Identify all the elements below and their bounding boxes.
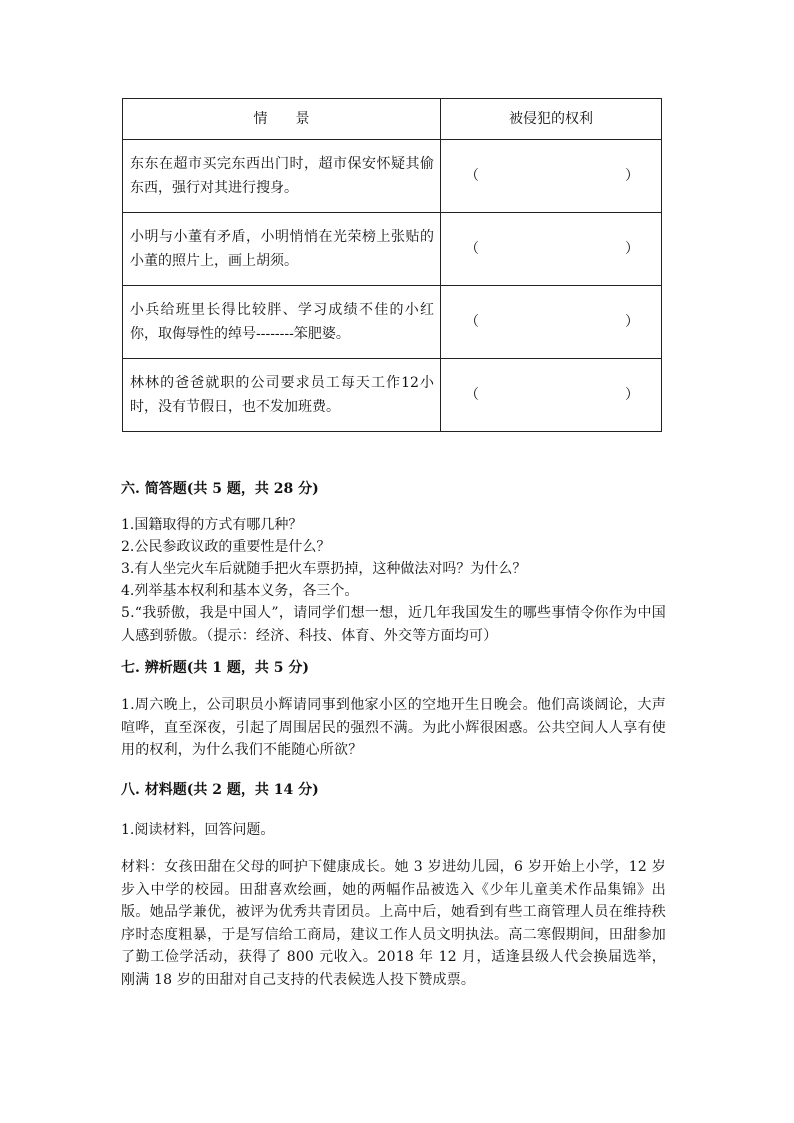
header-situation: 情 景: [123, 99, 441, 140]
section-heading: 七. 辨析题(共 1 题，共 5 分): [121, 660, 309, 676]
paren-open: （: [465, 387, 479, 403]
table-header-row: [123, 99, 662, 140]
analysis-questions: [121, 694, 666, 762]
table-row: [123, 140, 662, 213]
section-heading: 八. 材料题(共 2 题，共 14 分): [121, 782, 319, 798]
answer-blank: [441, 140, 662, 213]
question-item: 4.列举基本权利和基本义务，各三个。: [121, 583, 359, 599]
question-item: 1.周六晚上，公司职员小辉请同事到他家小区的空地开生日晚会。他们高谈阔论，大声喧哗，直至深夜，引起了周围居民的强烈不满。为此小辉很困惑。公共空间人人享有使用的权利，为什么我们不能随心所欲？: [121, 697, 666, 758]
section-material: [121, 779, 666, 801]
paren-open: （: [465, 241, 479, 257]
situation-cell: 林林的爸爸就职的公司要求员工每天工作12小时，没有节假日，也不发加班费。: [123, 359, 441, 432]
situation-cell: 小兵给班里长得比较胖、学习成绩不佳的小红你，取侮辱性的绰号--------笨肥婆。: [123, 286, 441, 359]
question-item: 1.阅读材料，回答问题。: [121, 822, 275, 838]
table-row: [123, 359, 662, 432]
table-row: [123, 286, 662, 359]
rights-scenario-table: [122, 98, 662, 432]
material-passage: [121, 856, 666, 991]
question-item: 1.国籍取得的方式有哪几种？: [121, 517, 303, 533]
section-heading: 六. 简答题(共 5 题，共 28 分): [121, 481, 319, 497]
paren-close: ）: [625, 387, 639, 403]
answer-blank: [441, 286, 662, 359]
question-item: 3.有人坐完火车后就随手把火车票扔掉，这种做法对吗？为什么？: [121, 561, 527, 577]
paren-close: ）: [625, 241, 639, 257]
paren-close: ）: [625, 168, 639, 184]
question-item: 5.“我骄傲，我是中国人”，请同学们想一想，近几年我国发生的哪些事情令你作为中国人感到骄傲。（提示：经济、科技、体育、外交等方面均可）: [121, 605, 666, 644]
paren-open: （: [465, 314, 479, 330]
header-violated-rights: 被侵犯的权利: [441, 99, 662, 140]
table-row: [123, 213, 662, 286]
section-short-answer: [121, 478, 666, 500]
paren-open: （: [465, 168, 479, 184]
material-text: 材料：女孩田甜在父母的呵护下健康成长。她 3 岁进幼儿园，6 岁开始上小学，12 岁步入中学的校园。田甜喜欢绘画，她的两幅作品被选入《少年儿童美术作品集锦》出版。她品学兼优，被评为优秀共青团员。上高中后，她看到有些工商管理人员在维持秩序时态度粗暴，于是写信给工商局，建议工作人员文明执法。高二寒假期间，田甜参加了勤工俭学活动，获得了 800 元收入。2018 年 12 月，适逢县级人代会换届选举，刚满 18 岁的田甜对自己支持的代表候选人投下赞成票。: [121, 859, 666, 988]
answer-blank: [441, 213, 662, 286]
paren-close: ）: [625, 314, 639, 330]
question-item: 2.公民参政议政的重要性是什么？: [121, 539, 331, 555]
situation-cell: 小明与小董有矛盾，小明悄悄在光荣榜上张贴的小董的照片上，画上胡须。: [123, 213, 441, 286]
situation-cell: 东东在超市买完东西出门时，超市保安怀疑其偷东西，强行对其进行搜身。: [123, 140, 441, 213]
material-questions: [121, 819, 666, 841]
section-analysis: [121, 657, 666, 679]
short-answer-questions: [121, 514, 666, 647]
answer-blank: [441, 359, 662, 432]
